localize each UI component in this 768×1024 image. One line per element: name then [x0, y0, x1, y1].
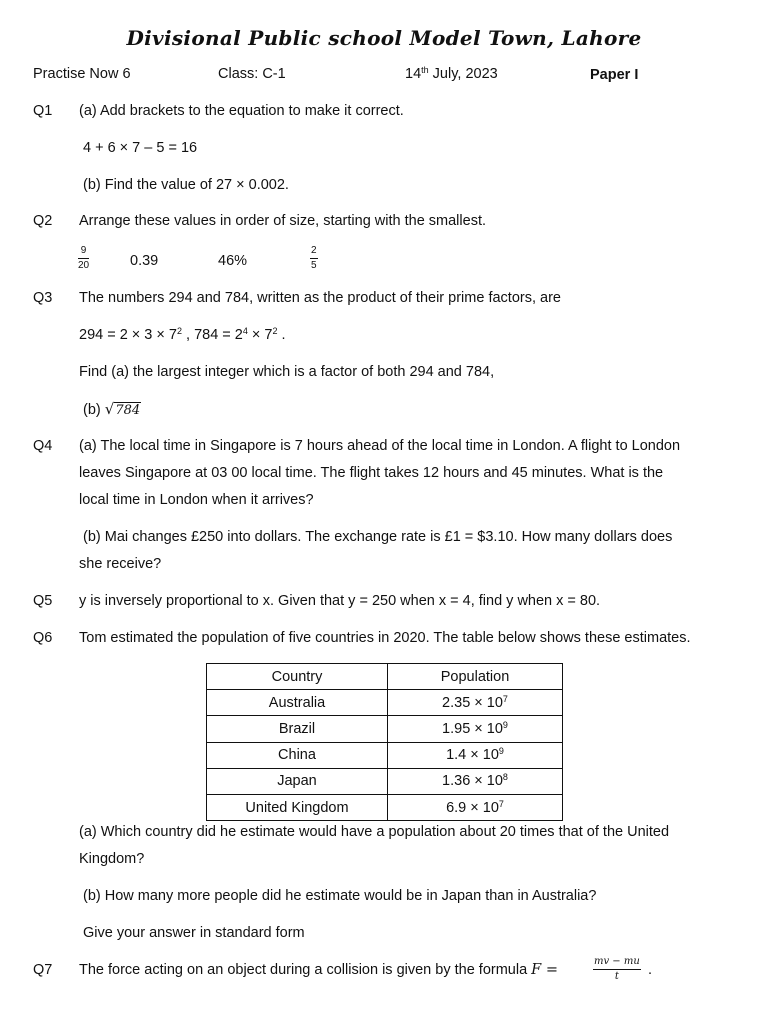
q2-fraction-1-den: 20 — [78, 260, 90, 271]
q7-number: Q7 — [33, 962, 53, 978]
q4-a-line3: local time in London when it arrives? — [79, 492, 314, 508]
q3-eq-part2: , 784 = 2 — [181, 327, 243, 343]
table-cell-country: Japan — [207, 768, 388, 794]
q2-fraction-1 — [78, 245, 89, 272]
q6-a-line2: Kingdom? — [79, 851, 145, 867]
population-mantissa: 1.95 × 10 — [442, 720, 503, 737]
q2-fraction-1-bar — [78, 258, 89, 259]
practise-label: Practise Now 6 — [33, 66, 131, 82]
population-exponent: 9 — [498, 746, 504, 757]
population-exponent: 7 — [498, 798, 504, 809]
q3-number: Q3 — [33, 290, 53, 306]
table-cell-population — [388, 794, 563, 820]
date-suffix: th — [421, 65, 429, 75]
q5-text: y is inversely proportional to x. Given that y = 250 when x = 4, find y when x = 80. — [79, 593, 601, 609]
table-cell-country: United Kingdom — [207, 794, 388, 820]
q4-b-line2: she receive? — [79, 556, 162, 572]
date-label — [405, 66, 498, 82]
q2-value-2: 0.39 — [130, 253, 159, 269]
q5-number: Q5 — [33, 593, 53, 609]
table-cell-population — [388, 742, 563, 768]
q4-a-line2: leaves Singapore at 03 00 local time. The flight takes 12 hours and 45 minutes. What is the — [79, 465, 664, 481]
date-day: 14 — [405, 66, 422, 82]
q3-eq-part1: 294 = 2 × 3 × 7 — [79, 327, 177, 343]
q3-eq-part3: × 7 — [247, 327, 273, 343]
table-row — [207, 768, 563, 794]
population-mantissa: 6.9 × 10 — [446, 799, 499, 816]
q7-text — [79, 962, 558, 978]
table-cell-country: China — [207, 742, 388, 768]
q7-formula-fraction — [593, 956, 641, 983]
table-row — [207, 716, 563, 742]
q1-part-a: (a) Add brackets to the equation to make it correct. — [79, 103, 404, 119]
q2-fraction-1-num: 9 — [80, 245, 87, 256]
q2-fraction-4-bar — [310, 258, 318, 259]
q3-find-a: Find (a) the largest integer which is a factor of both 294 and 784, — [79, 364, 495, 380]
q3-eq-exp3: 2 — [272, 326, 278, 336]
q3-eq-part4: . — [277, 327, 286, 343]
table-cell-population — [388, 716, 563, 742]
table-cell-country: Australia — [207, 690, 388, 716]
q7-formula-num: mv − mu — [594, 956, 640, 967]
q3-eq-exp1: 2 — [176, 326, 182, 336]
q4-a-line1: (a) The local time in Singapore is 7 hours ahead of the local time in London. A flight to London — [79, 438, 681, 454]
date-rest: July, 2023 — [428, 66, 498, 82]
table-row — [207, 742, 563, 768]
table-header-row — [207, 664, 563, 690]
q3-sqrt-value: 784 — [115, 403, 141, 418]
class-label: Class: C-1 — [218, 66, 286, 82]
q2-fraction-4-den: 5 — [311, 260, 317, 271]
q6-part-b: (b) How many more people did he estimate would be in Japan than in Australia? — [83, 888, 597, 904]
q2-fraction-4 — [310, 245, 318, 272]
q1-part-b: (b) Find the value of 27 × 0.002. — [83, 177, 289, 193]
paper-label: Paper I — [590, 67, 639, 83]
population-exponent: 9 — [502, 719, 508, 730]
table-cell-population — [388, 768, 563, 794]
q7-formula-bar — [593, 969, 641, 970]
q7-formula-end: . — [648, 962, 653, 978]
q2-value-3: 46% — [218, 253, 248, 269]
population-mantissa: 1.36 × 10 — [442, 773, 503, 790]
q6-text: Tom estimated the population of five countries in 2020. The table below shows these estimates. — [79, 630, 691, 646]
q7-formula-lhs: F = — [531, 962, 558, 978]
table-header-population: Population — [388, 664, 563, 690]
q3-part-b-label: (b) — [83, 402, 105, 418]
population-mantissa: 2.35 × 10 — [442, 694, 503, 711]
table-row — [207, 794, 563, 820]
q6-part-b-instruction: Give your answer in standard form — [83, 925, 305, 941]
q3-eq-exp2: 4 — [242, 326, 248, 336]
q7-text-body: The force acting on an object during a collision is given by the formula — [79, 962, 532, 978]
q6-a-line1: (a) Which country did he estimate would have a population about 20 times that of the United — [79, 824, 670, 840]
q7-formula-den: t — [614, 971, 619, 982]
q1-number: Q1 — [33, 103, 53, 119]
population-exponent: 7 — [502, 693, 508, 704]
population-exponent: 8 — [502, 772, 508, 783]
q4-number: Q4 — [33, 438, 53, 454]
q3-part-b — [83, 400, 141, 418]
sqrt-icon: √ — [104, 400, 115, 418]
table-header-country: Country — [207, 664, 388, 690]
table-cell-population — [388, 690, 563, 716]
q2-number: Q2 — [33, 213, 53, 229]
table-cell-country: Brazil — [207, 716, 388, 742]
q4-b-line1: (b) Mai changes £250 into dollars. The exchange rate is £1 = $3.10. How many dollars does — [83, 529, 673, 545]
school-title: Divisional Public school Model Town, Lahore — [126, 26, 642, 50]
population-mantissa: 1.4 × 10 — [446, 747, 499, 764]
q1-equation: 4 + 6 × 7 – 5 = 16 — [83, 140, 198, 156]
table-row — [207, 690, 563, 716]
q2-fraction-4-num: 2 — [311, 245, 317, 256]
q3-prime-factors — [79, 327, 286, 343]
population-table — [206, 663, 563, 821]
q3-text: The numbers 294 and 784, written as the product of their prime factors, are — [79, 290, 561, 306]
q2-text: Arrange these values in order of size, starting with the smallest. — [79, 213, 486, 229]
q6-number: Q6 — [33, 630, 53, 646]
